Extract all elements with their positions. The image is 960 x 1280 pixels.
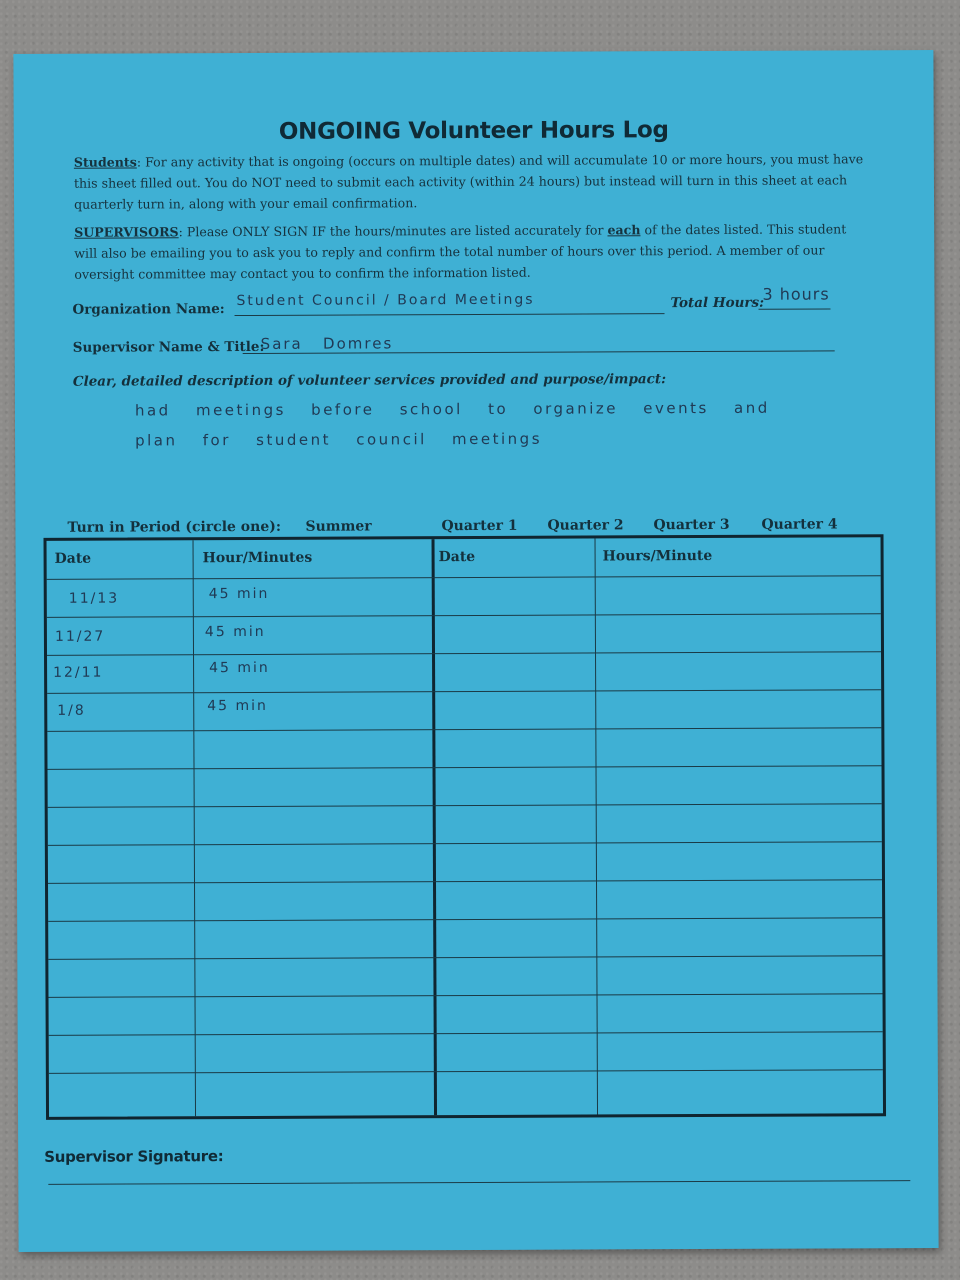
table-row[interactable] xyxy=(48,841,882,884)
table-row[interactable] xyxy=(49,993,883,1036)
description-label: Clear, detailed description of volunteer services provided and purpose/impact: xyxy=(72,371,667,390)
supervisors-emphasis: each xyxy=(607,222,641,238)
entry-time[interactable]: 45 min xyxy=(207,697,268,715)
supervisor-signature-line[interactable] xyxy=(48,1180,910,1185)
supervisor-name-value[interactable]: Sara Domres xyxy=(260,334,394,353)
supervisors-text-b: of the dates listed. This student will also be emailing you to ask you to reply and confirm the total number of hours over this period. A member of our oversight committee may contact you to confirm the information listed. xyxy=(74,221,847,282)
entry-date[interactable]: 1/8 xyxy=(57,702,86,719)
supervisor-signature-label: Supervisor Signature: xyxy=(44,1147,224,1166)
header-date-right: Date xyxy=(438,549,476,566)
organization-value[interactable]: Student Council / Board Meetings xyxy=(236,291,535,310)
table-row[interactable] xyxy=(48,803,882,846)
table-row[interactable] xyxy=(49,1031,883,1074)
supervisor-name-label: Supervisor Name & Title: xyxy=(72,338,265,356)
period-quarter-1[interactable]: Quarter 1 xyxy=(441,517,518,535)
supervisors-text-a: : Please ONLY SIGN IF the hours/minutes are listed accurately for xyxy=(178,222,608,240)
students-lead: Students xyxy=(73,154,137,170)
form-title: ONGOING Volunteer Hours Log xyxy=(278,117,669,145)
header-date-left: Date xyxy=(54,550,92,567)
period-summer[interactable]: Summer xyxy=(305,518,372,535)
total-hours-value[interactable]: 3 hours xyxy=(762,284,830,304)
hours-table xyxy=(44,534,887,1120)
table-row[interactable] xyxy=(47,651,881,694)
supervisors-lead: SUPERVISORS xyxy=(74,224,179,240)
table-row[interactable] xyxy=(48,879,882,922)
organization-label: Organization Name: xyxy=(72,301,225,318)
organization-line xyxy=(235,313,665,316)
header-hours-left: Hour/Minutes xyxy=(202,549,313,567)
table-row[interactable] xyxy=(47,689,881,732)
table-row[interactable] xyxy=(47,613,881,656)
students-text: : For any activity that is ongoing (occurs on multiple dates) and will accumulate 10 or more hours, you must have this sheet filled out. You do NOT need to submit each activity (within 24 hours) but instead will turn in this sheet at each quarterly turn in, along with your email confirmation. xyxy=(73,151,864,212)
header-hours-right: Hours/Minute xyxy=(602,547,713,565)
table-row[interactable] xyxy=(48,917,882,960)
table-row[interactable] xyxy=(48,955,882,998)
period-quarter-4[interactable]: Quarter 4 xyxy=(761,516,838,533)
period-quarter-3[interactable]: Quarter 3 xyxy=(653,516,730,534)
volunteer-log-sheet xyxy=(13,50,938,1252)
entry-date[interactable]: 11/13 xyxy=(68,590,120,607)
period-label: Turn in Period (circle one): xyxy=(67,518,282,536)
entry-time[interactable]: 45 min xyxy=(204,623,266,641)
supervisors-instructions xyxy=(74,218,864,284)
period-quarter-2[interactable]: Quarter 2 xyxy=(547,517,624,534)
entry-date[interactable]: 12/11 xyxy=(53,664,104,681)
total-hours-line xyxy=(759,308,831,309)
entry-time[interactable]: 45 min xyxy=(209,659,270,677)
entry-time[interactable]: 45 min xyxy=(208,585,270,603)
entry-date[interactable]: 11/27 xyxy=(54,628,106,645)
total-hours-label: Total Hours: xyxy=(670,294,765,312)
table-row[interactable] xyxy=(47,727,881,770)
table-row[interactable] xyxy=(48,765,882,808)
students-instructions xyxy=(74,148,864,214)
table-row[interactable] xyxy=(47,575,881,618)
description-value[interactable]: had meetings before school to organize events and plan for student council meetings xyxy=(134,398,770,450)
